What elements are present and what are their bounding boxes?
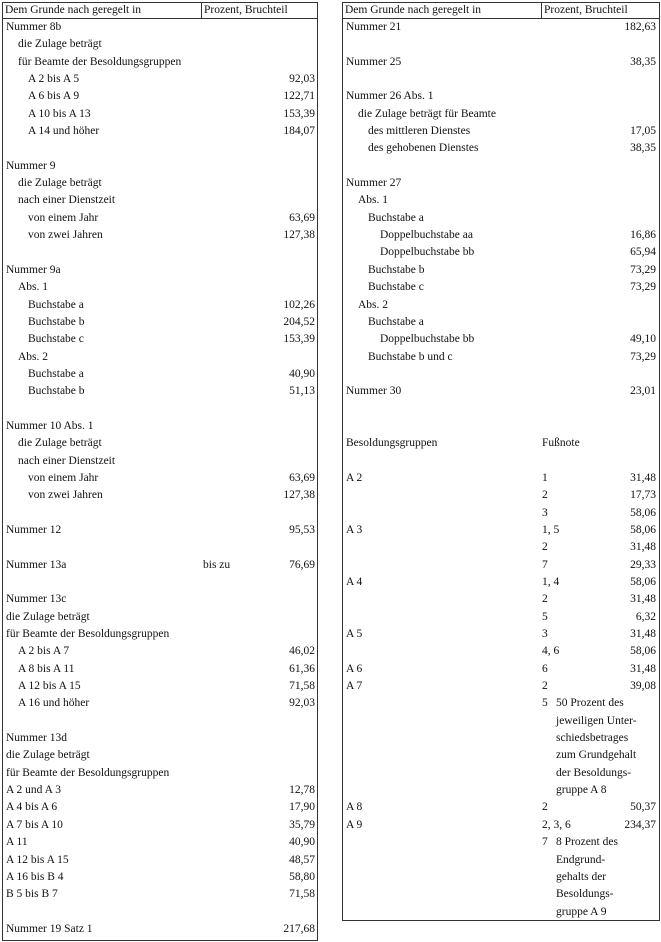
table-row (343, 557, 659, 574)
row-label: A 11 (6, 836, 28, 849)
table-row (343, 106, 659, 123)
table-row (343, 54, 659, 71)
row-value: 73,29 (630, 281, 656, 294)
row-value: 51,13 (289, 385, 315, 398)
table-row (343, 227, 659, 244)
row-footnote-ref: 1, 5 (542, 523, 560, 536)
table-row (343, 730, 659, 747)
table-row (343, 297, 659, 314)
table-row (3, 661, 317, 678)
table-row (343, 817, 659, 834)
row-label: Nummer 8b (6, 21, 62, 33)
table-row (3, 765, 317, 782)
table-row (343, 71, 659, 88)
row-value: 6,32 (635, 610, 656, 623)
table-row (3, 158, 317, 175)
row-label: Nummer 12 (6, 523, 62, 536)
row-label: Nummer 27 (346, 177, 402, 190)
row-value: 31,48 (630, 471, 656, 484)
row-label: Buchstabe b (28, 315, 85, 328)
row-label: Doppelbuchstabe bb (380, 333, 475, 346)
table-row (343, 453, 659, 470)
table-row (343, 418, 659, 435)
row-value: 63,69 (289, 471, 315, 484)
table-row (3, 244, 317, 261)
row-label: die Zulage beträgt für Beamte (358, 107, 496, 120)
row-footnote-ref: Fußnote (542, 437, 580, 450)
header-col-regulation: Dem Grunde nach geregelt in (345, 4, 482, 16)
table-row (3, 435, 317, 452)
row-value: 102,26 (283, 298, 315, 311)
table-row (3, 695, 317, 712)
table-row (343, 175, 659, 192)
table-row (343, 19, 659, 36)
table-row (3, 678, 317, 695)
table-row (3, 314, 317, 331)
row-value: 73,29 (630, 350, 656, 363)
row-label: A 16 bis B 4 (6, 870, 64, 883)
table-row (3, 817, 317, 834)
row-value: 50,37 (630, 801, 656, 814)
table-row (343, 279, 659, 296)
row-footnote-ref: 3 (542, 628, 548, 641)
table-row (3, 175, 317, 192)
row-label: A 4 (346, 576, 363, 588)
table-row (343, 661, 659, 678)
row-footnote-text: schiedsbetrages (556, 732, 629, 745)
row-footnote-text: jeweiligen Unter- (556, 714, 637, 727)
row-label: A 3 (346, 523, 363, 536)
row-value: 204,52 (283, 315, 315, 328)
row-label: Doppelbuchstabe bb (380, 246, 475, 259)
row-label: nach einer Dienstzeit (18, 454, 116, 467)
row-value: 35,79 (289, 818, 315, 831)
row-value: 61,36 (289, 662, 315, 675)
table-row (343, 470, 659, 487)
row-footnote-text: gruppe A 8 (556, 784, 607, 797)
row-label: von einem Jahr (28, 471, 99, 484)
table-row (3, 591, 317, 608)
row-value: 76,69 (289, 558, 315, 571)
row-footnote-ref: 7 (542, 836, 548, 849)
row-label: Nummer 21 (346, 21, 402, 33)
row-footnote-ref: 2 (542, 489, 548, 502)
table-row (3, 383, 317, 400)
table-row (343, 366, 659, 383)
row-footnote-ref: 1, 4 (542, 576, 560, 588)
table-row (343, 765, 659, 782)
table-row (3, 522, 317, 539)
table-row (343, 591, 659, 608)
header-col-regulation: Dem Grunde nach geregelt in (5, 4, 142, 16)
table-row (343, 314, 659, 331)
table-row (343, 574, 659, 591)
row-label: von zwei Jahren (28, 229, 103, 242)
row-footnote-ref: 2 (542, 680, 548, 693)
table-row (343, 331, 659, 348)
row-label: A 12 bis A 15 (18, 680, 81, 693)
table-row (343, 799, 659, 816)
row-label: Nummer 9 (6, 159, 56, 172)
table-row (343, 487, 659, 504)
table-row (343, 140, 659, 157)
row-label: Buchstabe b und c (368, 350, 453, 363)
table-row (3, 106, 317, 123)
row-label: für Beamte der Besoldungsgruppen (6, 766, 170, 779)
row-label: A 7 bis A 10 (6, 818, 63, 831)
row-label: die Zulage beträgt (18, 38, 102, 51)
row-value: 40,90 (289, 836, 315, 849)
row-label: Buchstabe a (368, 315, 424, 328)
table-row (343, 713, 659, 730)
right-table (342, 2, 660, 921)
row-value: 184,07 (283, 125, 315, 138)
row-label: Nummer 30 (346, 385, 402, 398)
row-value: 58,06 (630, 506, 656, 519)
row-label: A 2 bis A 7 (18, 645, 70, 658)
row-value: 92,03 (289, 697, 315, 710)
table-row (3, 643, 317, 660)
table-row (3, 418, 317, 435)
row-value: 182,63 (624, 21, 656, 33)
row-value: 58,80 (289, 870, 315, 883)
table-row (3, 54, 317, 71)
table-row (3, 331, 317, 348)
row-label: A 12 bis A 15 (6, 853, 69, 866)
table-row (343, 262, 659, 279)
table-row (343, 244, 659, 261)
table-row (343, 609, 659, 626)
row-label: A 5 (346, 628, 363, 641)
row-value: 17,05 (630, 125, 656, 138)
table-row (3, 799, 317, 816)
table-row (3, 88, 317, 105)
row-label: A 7 (346, 680, 363, 693)
row-value: 58,06 (630, 576, 656, 588)
table-row (343, 539, 659, 556)
row-footnote-text: gehalts der (556, 870, 607, 883)
row-label: Buchstabe b (28, 385, 85, 398)
row-label: Nummer 9a (6, 263, 61, 276)
row-footnote-ref: 2 (542, 541, 548, 554)
left-table-rows (3, 19, 317, 938)
row-label: Buchstabe a (28, 298, 84, 311)
right-table-rows (343, 19, 659, 921)
row-label: von zwei Jahren (28, 489, 103, 502)
table-row (3, 886, 317, 903)
row-value: 63,69 (289, 211, 315, 224)
table-row (3, 366, 317, 383)
row-value: 46,02 (289, 645, 315, 658)
table-row (3, 192, 317, 209)
table-row (3, 869, 317, 886)
table-row (3, 279, 317, 296)
table-row (343, 123, 659, 140)
row-value: 31,48 (630, 662, 656, 675)
table-row (3, 609, 317, 626)
row-label: Abs. 2 (18, 350, 49, 363)
table-row (343, 626, 659, 643)
row-label: Nummer 19 Satz 1 (6, 922, 93, 935)
table-row (3, 574, 317, 591)
table-row (3, 557, 317, 574)
row-label: für Beamte der Besoldungsgruppen (18, 55, 182, 68)
row-value: 92,03 (289, 73, 315, 86)
table-row (3, 626, 317, 643)
table-row (3, 227, 317, 244)
row-label: A 6 bis A 9 (28, 90, 80, 103)
table-row (343, 383, 659, 400)
row-footnote-ref: 7 (542, 558, 548, 571)
row-value: 71,58 (289, 680, 315, 693)
table-row (3, 140, 317, 157)
row-footnote-text: gruppe A 9 (556, 905, 607, 918)
row-label: von einem Jahr (28, 211, 99, 224)
row-label: die Zulage beträgt (6, 610, 90, 623)
table-row (343, 36, 659, 53)
table-row (343, 210, 659, 227)
row-footnote-ref: 5 (542, 697, 548, 710)
table-row (343, 852, 659, 869)
row-label: A 2 (346, 471, 363, 484)
table-row (3, 210, 317, 227)
row-label: Abs. 1 (18, 281, 49, 294)
row-footnote-ref: 1 (542, 471, 548, 484)
row-value: 38,35 (630, 55, 656, 68)
row-label: Buchstabe b (368, 263, 425, 276)
row-label: A 2 und A 3 (6, 784, 61, 797)
table-row (3, 297, 317, 314)
table-row (343, 349, 659, 366)
table-row (343, 505, 659, 522)
row-value: 17,73 (630, 489, 656, 502)
table-row (343, 401, 659, 418)
row-label: Nummer 25 (346, 55, 402, 68)
table-row (343, 643, 659, 660)
row-footnote-ref: 4, 6 (542, 645, 560, 658)
left-table-header (3, 3, 317, 19)
row-footnote-text: 8 Prozent des (556, 836, 618, 849)
row-label: Abs. 1 (358, 194, 389, 207)
row-label: Doppelbuchstabe aa (380, 229, 473, 242)
row-label: Nummer 10 Abs. 1 (6, 419, 94, 432)
row-label: die Zulage beträgt (6, 749, 90, 762)
row-label: A 14 und höher (28, 125, 100, 138)
row-label: des gehobenen Dienstes (368, 142, 479, 155)
row-label: Nummer 13d (6, 732, 68, 745)
table-row (3, 921, 317, 938)
table-row (3, 19, 317, 36)
table-row (343, 747, 659, 764)
table-row (3, 123, 317, 140)
row-footnote-ref: 5 (542, 610, 548, 623)
row-label: A 10 bis A 13 (28, 107, 91, 120)
row-label: des mittleren Dienstes (368, 125, 471, 138)
table-row (343, 88, 659, 105)
row-label: Abs. 2 (358, 298, 389, 311)
row-label: die Zulage beträgt (18, 437, 102, 450)
row-label: A 9 (346, 818, 363, 831)
table-row (3, 71, 317, 88)
row-footnote-ref: 6 (542, 662, 548, 675)
table-row (3, 834, 317, 851)
row-value: 12,78 (289, 784, 315, 797)
table-row (3, 747, 317, 764)
table-row (343, 192, 659, 209)
row-value: 39,08 (630, 680, 656, 693)
header-col-percent: Prozent, Bruchteil (541, 3, 660, 18)
table-row (3, 713, 317, 730)
table-row (3, 505, 317, 522)
table-row (343, 678, 659, 695)
header-col-percent: Prozent, Bruchteil (201, 3, 318, 18)
row-value: 48,57 (289, 853, 315, 866)
table-row (3, 453, 317, 470)
table-row (3, 730, 317, 747)
row-value: 49,10 (630, 333, 656, 346)
row-value: 58,06 (630, 523, 656, 536)
row-label: Besoldungsgruppen (346, 437, 438, 450)
row-value: 153,39 (283, 333, 315, 346)
table-row (343, 886, 659, 903)
row-label: nach einer Dienstzeit (18, 194, 116, 207)
row-label: Buchstabe a (28, 367, 84, 380)
table-row (343, 834, 659, 851)
row-label: A 16 und höher (18, 697, 90, 710)
row-label: B 5 bis B 7 (6, 888, 58, 901)
row-value: 95,53 (289, 523, 315, 536)
row-value: 23,01 (630, 385, 656, 398)
row-footnote-text: zum Grundgehalt (556, 749, 637, 762)
row-footnote-ref: 3 (542, 506, 548, 519)
row-value: 217,68 (283, 922, 315, 935)
table-row (343, 782, 659, 799)
row-label: Nummer 13a (6, 558, 67, 571)
table-row (3, 36, 317, 53)
row-label: Buchstabe c (368, 281, 424, 294)
table-row (3, 539, 317, 556)
row-value: 29,33 (630, 558, 656, 571)
row-value: 234,37 (624, 818, 656, 831)
table-row (3, 852, 317, 869)
row-value: 65,94 (630, 246, 656, 259)
row-footnote-text: Endgrund- (556, 853, 606, 866)
row-footnote-text: 50 Prozent des (556, 697, 624, 710)
row-value: 40,90 (289, 367, 315, 380)
row-label: die Zulage beträgt (18, 177, 102, 190)
row-value: 31,48 (630, 541, 656, 554)
row-footnote-text: der Besoldungs- (556, 766, 632, 779)
row-footnote-text: Besoldungs- (556, 888, 614, 901)
right-table-header (343, 3, 659, 19)
row-label: A 8 (346, 801, 363, 814)
row-value: 31,48 (630, 593, 656, 606)
table-row (3, 349, 317, 366)
row-value: 127,38 (283, 229, 315, 242)
left-table (2, 2, 318, 941)
table-row (343, 869, 659, 886)
table-row (3, 470, 317, 487)
row-value: 127,38 (283, 489, 315, 502)
table-row (343, 435, 659, 452)
row-label: Nummer 26 Abs. 1 (346, 90, 434, 103)
table-row (343, 695, 659, 712)
row-footnote-ref: 2, 3, 6 (542, 818, 571, 831)
row-label: Buchstabe c (28, 333, 84, 346)
table-row (343, 158, 659, 175)
row-value: 73,29 (630, 263, 656, 276)
row-footnote-ref: 2 (542, 593, 548, 606)
row-footnote-ref: 2 (542, 801, 548, 814)
row-value: 58,06 (630, 645, 656, 658)
row-value: 38,35 (630, 142, 656, 155)
table-row (343, 904, 659, 921)
row-value: 122,71 (283, 90, 315, 103)
row-label: Nummer 13c (6, 593, 67, 606)
table-row (3, 262, 317, 279)
row-label: Buchstabe a (368, 211, 424, 224)
row-value: 153,39 (283, 107, 315, 120)
row-label: A 4 bis A 6 (6, 801, 58, 814)
row-label: A 8 bis A 11 (18, 662, 75, 675)
row-value: 17,90 (289, 801, 315, 814)
row-value: 16,86 (630, 229, 656, 242)
table-row (3, 487, 317, 504)
row-value: 31,48 (630, 628, 656, 641)
table-row (3, 401, 317, 418)
table-row (3, 782, 317, 799)
row-qualifier: bis zu (203, 558, 231, 571)
table-row (3, 904, 317, 921)
row-label: A 6 (346, 662, 363, 675)
row-label: A 2 bis A 5 (28, 73, 80, 86)
table-row (343, 522, 659, 539)
row-value: 71,58 (289, 888, 315, 901)
row-label: für Beamte der Besoldungsgruppen (6, 628, 170, 641)
